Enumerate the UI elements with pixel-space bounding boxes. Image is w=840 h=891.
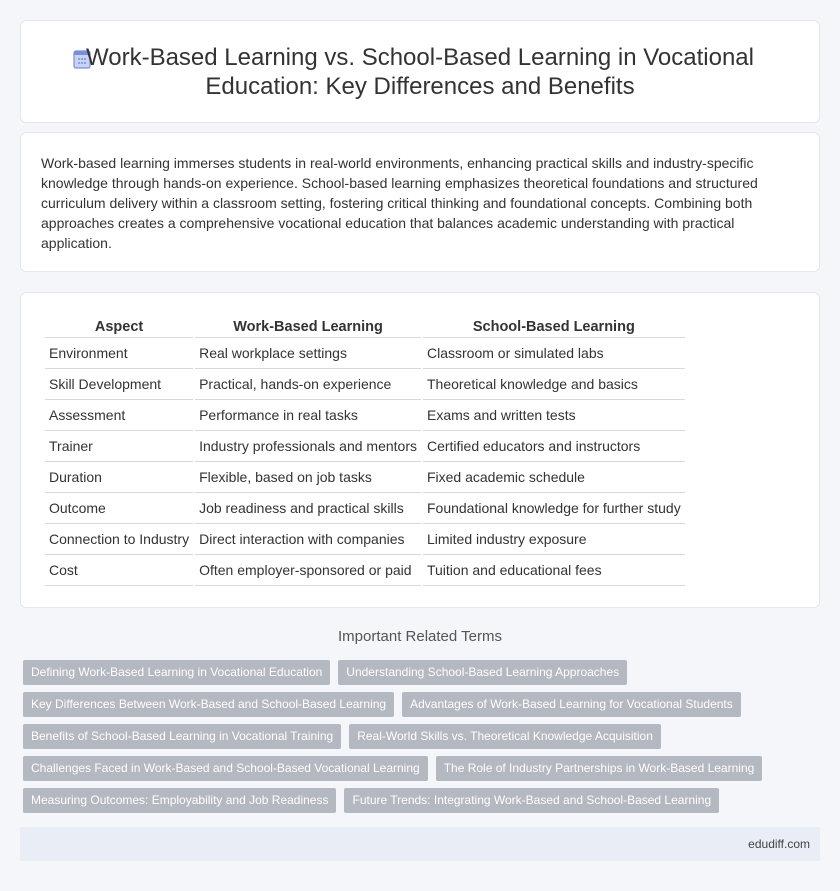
cell-aspect: Outcome: [45, 493, 193, 524]
related-term-tag[interactable]: Advantages of Work-Based Learning for Vocational Students: [402, 692, 741, 717]
header-school-based: School-Based Learning: [423, 316, 685, 338]
cell-work-based: Practical, hands-on experience: [195, 369, 421, 400]
cell-work-based: Job readiness and practical skills: [195, 493, 421, 524]
cell-aspect: Connection to Industry: [45, 524, 193, 555]
cell-school-based: Theoretical knowledge and basics: [423, 369, 685, 400]
tag-row: [23, 724, 813, 749]
cell-aspect: Duration: [45, 462, 193, 493]
tag-row: [23, 788, 813, 813]
related-term-tag[interactable]: Future Trends: Integrating Work-Based and School-Based Learning: [344, 788, 719, 813]
cell-school-based: Fixed academic schedule: [423, 462, 685, 493]
cell-work-based: Direct interaction with companies: [195, 524, 421, 555]
cell-work-based: Flexible, based on job tasks: [195, 462, 421, 493]
table-row: [45, 493, 685, 524]
intro-card: [20, 132, 820, 272]
cell-work-based: Real workplace settings: [195, 338, 421, 369]
intro-paragraph: Work-based learning immerses students in real-world environments, enhancing practical skills and industry-specific knowledge through hands-on experience. School-based learning emphasizes theoretical foundations and structured curriculum delivery within a classroom setting, fostering critical thinking and foundational concepts. Combining both approaches creates a comprehensive vocational education that balances academic understanding with practical application.: [41, 155, 758, 251]
cell-work-based: Performance in real tasks: [195, 400, 421, 431]
related-terms-heading: Important Related Terms: [338, 628, 502, 645]
tag-row: [23, 756, 813, 781]
cell-aspect: Skill Development: [45, 369, 193, 400]
page-title: Work-Based Learning vs. School-Based Learning in Vocational Education: Key Differences and Benefits: [86, 44, 754, 100]
comparison-table: [43, 316, 687, 586]
cell-work-based: Industry professionals and mentors: [195, 431, 421, 462]
cell-aspect: Cost: [45, 555, 193, 586]
related-term-tag[interactable]: The Role of Industry Partnerships in Work-Based Learning: [436, 756, 763, 781]
footer-site-link[interactable]: edudiff.com: [748, 837, 810, 851]
cell-aspect: Environment: [45, 338, 193, 369]
cell-school-based: Foundational knowledge for further study: [423, 493, 685, 524]
related-term-tag[interactable]: Defining Work-Based Learning in Vocational Education: [23, 660, 330, 685]
tag-row: [23, 692, 813, 717]
footer: [20, 827, 820, 861]
table-row: [45, 400, 685, 431]
comparison-card: [20, 292, 820, 608]
related-term-tag[interactable]: Real-World Skills vs. Theoretical Knowledge Acquisition: [349, 724, 661, 749]
cell-school-based: Limited industry exposure: [423, 524, 685, 555]
related-term-tag[interactable]: Benefits of School-Based Learning in Vocational Training: [23, 724, 341, 749]
table-header-row: [45, 316, 685, 338]
cell-school-based: Certified educators and instructors: [423, 431, 685, 462]
cell-school-based: Tuition and educational fees: [423, 555, 685, 586]
related-term-tag[interactable]: Key Differences Between Work-Based and School-Based Learning: [23, 692, 394, 717]
cell-aspect: Assessment: [45, 400, 193, 431]
table-row: [45, 462, 685, 493]
related-term-tag[interactable]: Measuring Outcomes: Employability and Job Readiness: [23, 788, 336, 813]
related-terms-list: [23, 660, 813, 820]
tag-row: [23, 660, 813, 685]
table-row: [45, 369, 685, 400]
header-work-based: Work-Based Learning: [195, 316, 421, 338]
cell-aspect: Trainer: [45, 431, 193, 462]
cell-school-based: Exams and written tests: [423, 400, 685, 431]
header-aspect: Aspect: [45, 316, 193, 338]
cell-work-based: Often employer-sponsored or paid: [195, 555, 421, 586]
table-row: [45, 431, 685, 462]
title-card: [20, 20, 820, 123]
table-row: [45, 338, 685, 369]
related-term-tag[interactable]: Understanding School-Based Learning Approaches: [338, 660, 627, 685]
cell-school-based: Classroom or simulated labs: [423, 338, 685, 369]
related-term-tag[interactable]: Challenges Faced in Work-Based and School-Based Vocational Learning: [23, 756, 428, 781]
table-row: [45, 555, 685, 586]
table-row: [45, 524, 685, 555]
